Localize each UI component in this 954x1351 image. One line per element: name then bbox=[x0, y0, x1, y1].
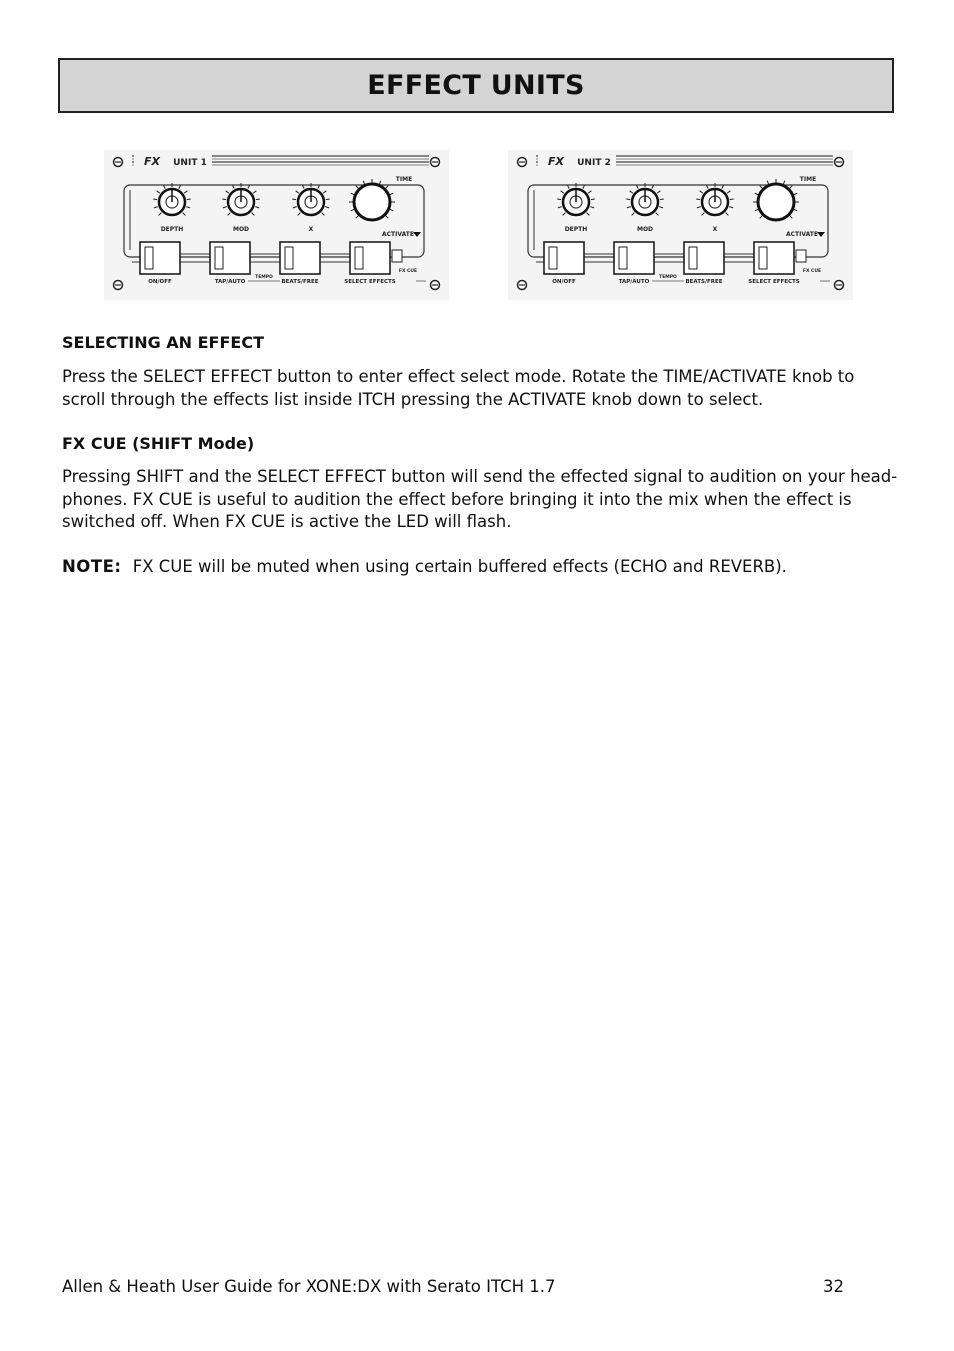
fx-unit-1-panel bbox=[104, 150, 449, 300]
button-label: BEATS/FREE bbox=[685, 279, 723, 285]
title-banner bbox=[58, 58, 894, 113]
knob-label: DEPTH bbox=[564, 226, 588, 233]
fx-logo: FX bbox=[144, 155, 160, 168]
knob-label: DEPTH bbox=[160, 226, 184, 233]
time-label: TIME bbox=[799, 176, 817, 183]
fxcue-label: FX CUE bbox=[398, 269, 418, 274]
knob-tick bbox=[696, 199, 700, 200]
button-label: ON/OFF bbox=[148, 279, 172, 285]
button-label: SELECT EFFECTS bbox=[344, 279, 396, 285]
selecting-paragraph: Press the SELECT EFFECT button to enter effect select mode. Rotate the TIME/ACTIVATE knob to scroll through the effects list inside ITCH pressing the ACTIVATE knob down to select. bbox=[62, 367, 855, 409]
button-led bbox=[689, 247, 697, 269]
button-led bbox=[355, 247, 363, 269]
time-label: TIME bbox=[395, 176, 413, 183]
tempo-label: TEMPO bbox=[255, 275, 273, 280]
panel-background bbox=[508, 150, 853, 300]
button-label: TAP/AUTO bbox=[618, 279, 650, 285]
knob-label: X bbox=[712, 226, 718, 233]
knob-tick bbox=[292, 199, 296, 200]
activate-label: ACTIVATE bbox=[382, 231, 414, 238]
button-led bbox=[145, 247, 153, 269]
note-paragraph bbox=[62, 556, 902, 579]
knob-tick bbox=[730, 199, 734, 200]
button-label: ON/OFF bbox=[552, 279, 576, 285]
activate-label: ACTIVATE bbox=[786, 231, 818, 238]
note-text: FX CUE will be muted when using certain buffered effects (ECHO and REVERB). bbox=[132, 557, 787, 576]
fxcue-led bbox=[392, 250, 402, 262]
button-label: TAP/AUTO bbox=[214, 279, 246, 285]
knob-tick bbox=[153, 199, 157, 200]
knob-tick bbox=[222, 199, 226, 200]
unit-label: UNIT 2 bbox=[577, 158, 611, 168]
knob-label: MOD bbox=[232, 226, 250, 233]
page-footer bbox=[62, 1277, 844, 1296]
button-label: BEATS/FREE bbox=[281, 279, 319, 285]
footer-text: Allen & Heath User Guide for XONE:DX with Serato ITCH 1.7 bbox=[62, 1277, 556, 1296]
unit-label: UNIT 1 bbox=[173, 158, 207, 168]
button-led bbox=[285, 247, 293, 269]
fxcue-label: FX CUE bbox=[802, 269, 822, 274]
button-led bbox=[549, 247, 557, 269]
page-title: EFFECT UNITS bbox=[367, 70, 585, 101]
knob-tick bbox=[660, 199, 664, 200]
note-label: NOTE: bbox=[62, 557, 122, 576]
knob-label: X bbox=[308, 226, 314, 233]
button-label: SELECT EFFECTS bbox=[748, 279, 800, 285]
fx-logo: FX bbox=[548, 155, 564, 168]
knob-tick bbox=[591, 199, 595, 200]
panel-background bbox=[104, 150, 449, 300]
fxcue-led bbox=[796, 250, 806, 262]
knob-tick bbox=[557, 199, 561, 200]
tempo-label: TEMPO bbox=[659, 275, 677, 280]
page-number: 32 bbox=[823, 1277, 844, 1296]
section-heading-selecting: SELECTING AN EFFECT bbox=[62, 333, 264, 352]
fx-unit-2-panel bbox=[508, 150, 853, 300]
time-knob-icon bbox=[354, 184, 390, 220]
time-knob-icon bbox=[758, 184, 794, 220]
button-led bbox=[759, 247, 767, 269]
knob-tick bbox=[326, 199, 330, 200]
section-heading-fxcue: FX CUE (SHIFT Mode) bbox=[62, 434, 255, 453]
knob-tick bbox=[256, 199, 260, 200]
fx-panel-drawing bbox=[508, 150, 853, 300]
knob-tick bbox=[187, 199, 191, 200]
button-led bbox=[215, 247, 223, 269]
fxcue-paragraph: Pressing SHIFT and the SELECT EFFECT button will send the effected signal to audition on your head-phones. FX CUE is useful to audition the effect before bringing it into the mix when the effect is switched off. When FX CUE is active the LED will flash. bbox=[62, 467, 898, 531]
knob-tick bbox=[626, 199, 630, 200]
button-led bbox=[619, 247, 627, 269]
knob-label: MOD bbox=[636, 226, 654, 233]
fx-panel-drawing bbox=[104, 150, 449, 300]
